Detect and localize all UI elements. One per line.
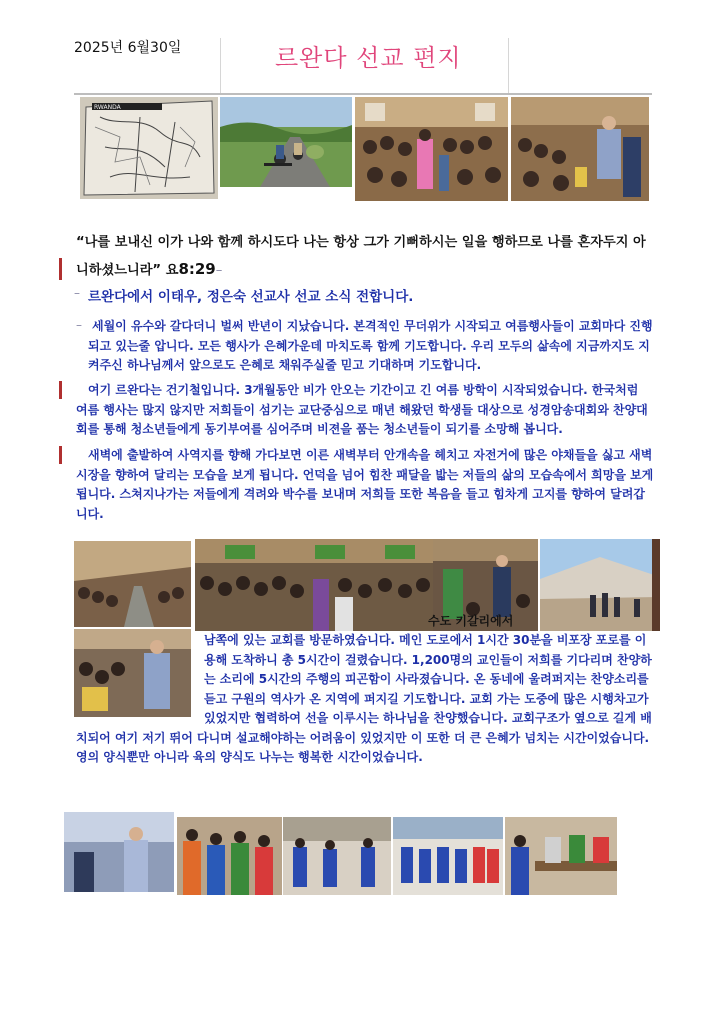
paragraph-2: 여기 르완다는 건기철입니다. 3개월동안 비가 안오는 기간이고 긴 여름 방학이 시작되었습니다. 한국처럼 여름 행사는 많지 않지만 저희들이 섬기는 교단중심으로 매년 해왔던 학생들 대상으로 성경암송대회와 찬양대회를 통해 청소년들에게 동기부여를 심어주며 비젼을 품는 청소년들이 되기를 소망해 봅니다.: [76, 383, 648, 436]
intro-line: 르완다에서 이태우, 정은숙 선교사 선교 소식 전합니다.: [88, 289, 414, 305]
letter-date: 2025년 6월30일: [74, 40, 182, 56]
paragraph-3: 새벽에 출발하여 사역지를 향해 가다보면 이른 새벽부터 안개속을 헤치고 자전거에 많은 야채들을 싫고 새벽 시장을 향하여 달리는 모습을 보게 됩니다. 언덕을 넘어 힘찬 패달을 밟는 저들의 삶의 모습속에서 희망을 보게 됩니다. 스쳐지나가는 저들에게 격려와 박수를 보내며 저희들 또한 복음을 들고 힘차게 고지를 향하여 달려갑니다.: [76, 448, 654, 521]
scripture-verse: “나를 보내신 이가 나와 함께 하시도다 나는 항상 그가 기뻐하시는 일을 행하므로 나를 혼자두지 아니하셨느니라” 요8:29–: [76, 235, 646, 278]
paragraph-3-bar: [59, 446, 62, 464]
youth-group-photo: [177, 817, 282, 895]
header-rule: [74, 93, 652, 95]
page-title: 르완다 선교 편지: [275, 44, 462, 72]
congregation-photo: [195, 539, 433, 631]
map-label: RWANDA: [94, 104, 121, 111]
verse-reference: 8:29: [178, 260, 216, 278]
verse-text: “나를 보내신 이가 나와 함께 하시도다 나는 항상 그가 기뻐하시는 일을 행하므로 나를 혼자두지 아니하셨느니라” 요: [76, 235, 646, 278]
food-sharing-photo: [505, 817, 617, 895]
team-performance-photo: [393, 817, 503, 895]
paragraph-1: 세월이 유수와 갈다더니 벌써 반년이 지났습니다. 본격적인 무더위가 시작되고 여름행사들이 교회마다 진행되고 있는줄 압니다. 모든 행사가 은혜가운데 마치도록 함께 기도합니다. 우리 모두의 삶속에 지금까지도 지켜주신 하나님께서 앞으로도 은혜로 채워주실줄 믿고 기대하며 기도합니다.: [88, 319, 653, 372]
church-exterior-photo: [540, 539, 660, 631]
intro-dash: –: [74, 286, 80, 300]
paragraph-dash: –: [76, 318, 82, 332]
church-crowd-photo: [355, 97, 508, 201]
verse-accent-bar: [59, 258, 62, 280]
visit-text: 남쪽에 있는 교회를 방문하였습니다. 메인 도로에서 1시간 30분을 비포장 포로를 이용해 도착하니 총 5시간이 걸렸습니다. 1,200명의 교인들이 저희를 기다리며 찬양하는 소리에 5시간의 주행의 피곤함이 사라졌습니다. 온 동네에 울려퍼지는 찬양소리를 듣고 구원의 역사가 온 지역에 퍼지길 기도합니다. 교회 가는 도중에 많은 시행차고가 있었지만 협력하여 선을 이루시는 하나님을 찬양했습니다. 교회구조가 옆으로 길게 배치되어 여기 저기 뛰어 다니며 설교해야하는 어려움이 있었지만 이 또한 더 큰 은혜가 넘치는 시간이었습니다. 영의 양식뿐만 아니라 육의 양식도 나누는 행복한 시간이었습니다.: [76, 633, 652, 764]
church-interior-photo: [74, 541, 191, 627]
paragraph-2-bar: [59, 381, 62, 399]
preacher-stage-photo: [64, 812, 174, 892]
missionary-greeting-photo: [511, 97, 649, 201]
text-float-spacer: [76, 631, 204, 715]
header-divider-2: [508, 38, 509, 93]
header-divider-1: [220, 38, 221, 93]
visit-paragraph: [76, 631, 652, 768]
bicycle-road-photo: [220, 97, 352, 187]
hall-event-photo: [283, 817, 391, 895]
rwanda-map-photo: [80, 97, 218, 199]
photo-caption: 수도 키갈리에서: [428, 614, 514, 628]
